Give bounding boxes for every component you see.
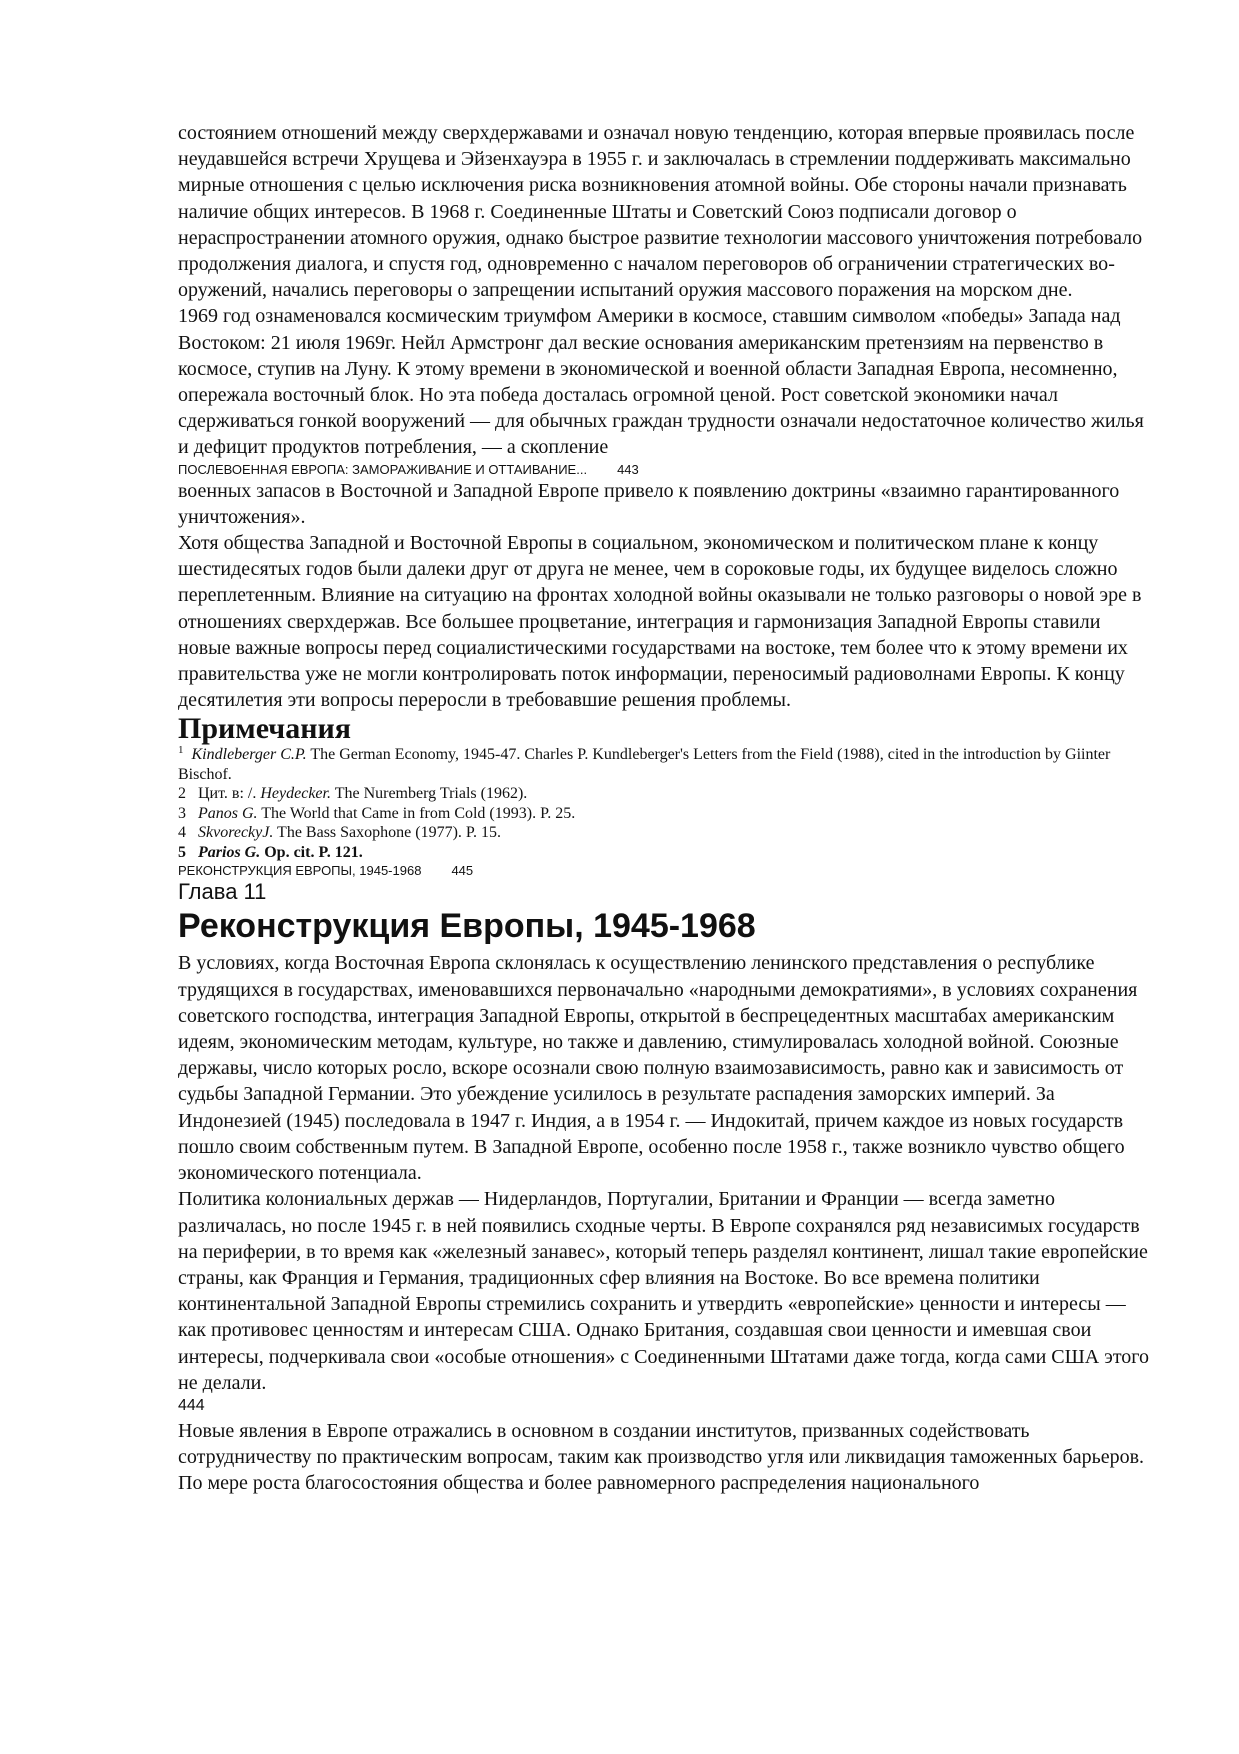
paragraph-colonial-policy: Политика колониальных держав — Нидерландов, Португалии, Британии и Франции — всегда заметно различалась, но после 1945 г. в ней появились сходные черты. В Европе сохранялся ряд независимых государств на периферии, в то время как «железный занавес», который теперь разделял континент, лишал такие европейские страны, как Франция и Германия, традиционных сфер влияния на Востоке. Во все времена политики континентальной Западной Европы стремились сохранить и утвердить «европейские» ценности и интересы — как противовес ценностям и интересам США. Однако Британия, создавшая свои ценности и имевшая свои интересы, подчеркивала свои «особые отношения» с Соединенными Штатами даже тогда, когда сами США этого не делали.: [178, 1188, 1150, 1394]
running-header-page: 443: [617, 461, 639, 477]
footnote: 2 Цит. в: /. Heydecker. The Nuremberg Trials (1962).: [178, 785, 528, 803]
running-header: [178, 862, 1153, 879]
paragraph-new-institutions: Новые явления в Европе отражались в основном в создании институтов, призванных содействовать сотрудничеству по практическим вопросам, таким как производство угля или ликвидация таможенных барьеров. По мере роста благосостояния общества и более равномерного распределения национального: [178, 1419, 1145, 1495]
running-header-page: 445: [451, 863, 474, 879]
running-header-title: ПОСЛЕВОЕННАЯ ЕВРОПА: ЗАМОРАЖИВАНИЕ И ОТТАИВАНИЕ...: [178, 461, 588, 477]
running-header-title: РЕКОНСТРУКЦИЯ ЕВРОПЫ, 1945-1968: [178, 863, 422, 879]
paragraph-east-west-societies: Хотя общества Западной и Восточной Европы в социальном, экономическом и политическом плане к концу шестидесятых годов были далеки друг от друга не менее, чем в сороковые годы, их будущее виделось сложно переплетенным. Влияние на ситуацию на фронтах холодной войны оказывали не только разговоры о новой эре в отношениях сверхдержав. Все большее процветание, интеграция и гармонизация Западной Европы ставили новые важные вопросы перед социалистическими государствами на востоке, тем более что к этому времени их правительства уже не могли контролировать поток информации, переносимый радиоволнами Европы. К концу десятилетия эти вопросы переросли в требовавшие решения проблемы.: [178, 532, 1142, 712]
footnote: $^1$ Kindleberger C.P. The German Economy, 1945-47. Charles P. Kundleberger's Letters from the Field (1988), cited in the introduction by Giinter Bischof.: [178, 744, 1111, 783]
footnote: 3 Panos G. The World that Came in from Cold (1993). P. 25.: [178, 804, 576, 822]
chapter-label: Глава 11: [178, 879, 267, 905]
notes-heading: Примечания: [178, 712, 352, 746]
footnote: 4 SkvoreckyJ. The Bass Saxophone (1977). P. 15.: [178, 824, 502, 842]
document-page: [178, 120, 1153, 1497]
chapter-title: Реконструкция Европы, 1945-1968: [178, 907, 756, 946]
footnote: 5 Parios G. Op. cit. P. 121.: [178, 843, 363, 861]
paragraph-superpowers-detente: состоянием отношений между сверхдержавами и означал новую тенденцию, которая впервые проявилась после неудавшейся встречи Хрущева и Эйзенхауэра в 1955 г. и заключалась в стремлении поддерживать максимально мирные отношения с целью исключения риска возникновения атомной войны. Обе стороны начали признавать наличие общих интересов. В 1968 г. Соединенные Штаты и Советский Союз подписали договор о нераспространении атомного оружия, однако быстрое развитие технологии массового уничтожения потребовало продолжения диалога, и спустя год, одновременно с началом переговоров об ограничении стратегических вооружений, начались переговоры о запрещении испытаний оружия массового поражения на морском дне.: [178, 122, 1143, 302]
paragraph-eastern-europe-integration: В условиях, когда Восточная Европа склонялась к осуществлению ленинского представления о республике трудящихся в государствах, именовавшихся первоначально «народными демократиями», в условиях сохранения советского господства, интеграция Западной Европы, открытой в беспрецедентных масштабах американским идеям, экономическим методам, культуре, но также и давлению, стимулировалась холодной войной. Союзные державы, число которых росло, вскоре осознали свою полную взаимозависимость, равно как и зависимость от судьбы Западной Германии. Это убеждение усилилось в результате распадения заморских империй. За Индонезией (1945) последовала в 1947 г. Индия, а в 1954 г. — Индокитай, причем каждое из новых государств пошло своим собственным путем. В Западной Европе, особенно после 1958 г., также возникло чувство общего экономического потенциала.: [178, 952, 1138, 1185]
running-header: [178, 461, 1153, 478]
paragraph-space-triumph: 1969 год ознаменовался космическим триумфом Америки в космосе, ставшим символом «победы» Запада над Востоком: 21 июля 1969г. Нейл Армстронг дал веские основания американским претензиям на первенство в космосе, ступив на Луну. К этому времени в экономической и военной области Западная Европа, несомненно, опережала восточный блок. Но эта победа досталась огромной ценой. Рост советской экономики начал сдерживаться гонкой вооружений — для обычных граждан трудности означали недостаточное количество жилья и дефицит продуктов потребления, — а скопление: [178, 305, 1144, 459]
page-number: 444: [178, 1396, 205, 1414]
paragraph-mutual-destruction: военных запасов в Восточной и Западной Европе привело к появлению доктрины «взаимно гарантированного уничтожения».: [178, 479, 1120, 528]
